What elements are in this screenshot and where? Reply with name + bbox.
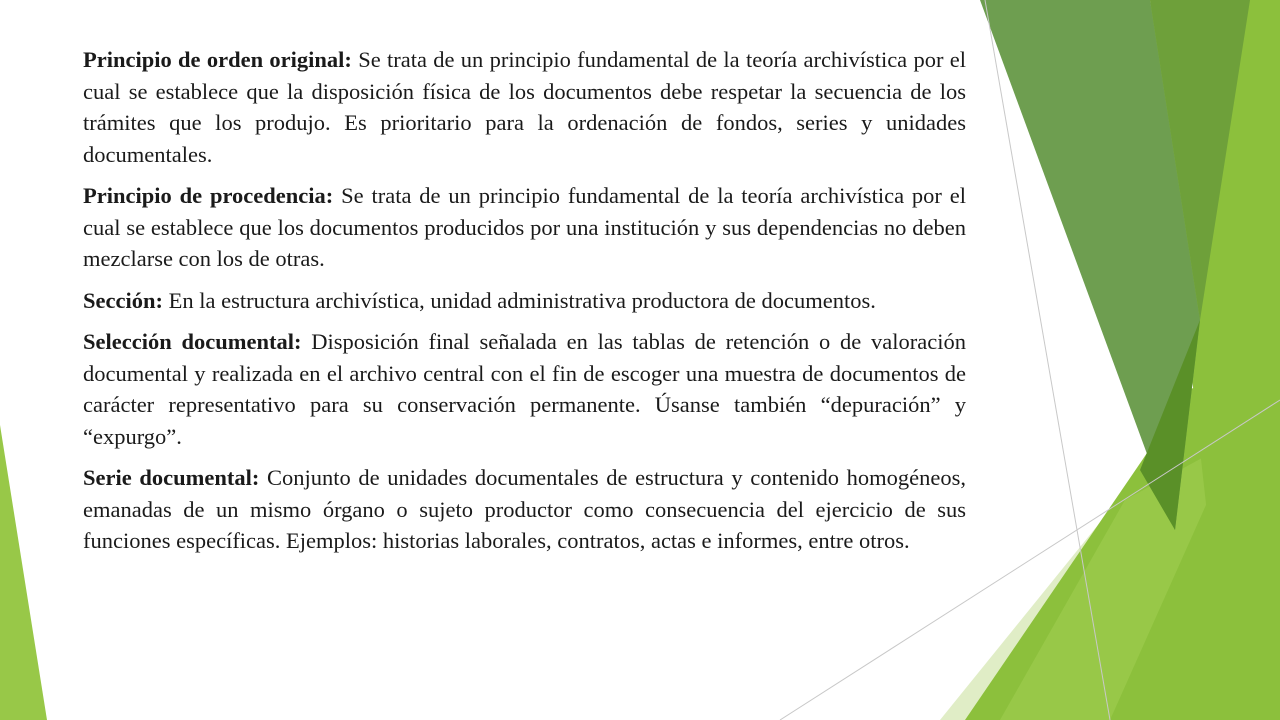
term-label: Selección documental:: [83, 329, 302, 354]
entry-serie-documental: [83, 462, 966, 557]
term-label: Sección:: [83, 287, 163, 313]
term-label: Principio de orden original:: [83, 47, 352, 72]
definition-text: En la estructura archivística, unidad administrativa productora de documentos.: [168, 287, 876, 313]
term-label: Serie documental:: [83, 465, 260, 490]
term-label: Principio de procedencia:: [83, 183, 334, 208]
left-edge-facet: [0, 425, 47, 720]
definition-text: Se trata de un principio fundamental de la teoría archivística por el cual se establece que los documentos producidos por una institución y sus dependencias no deben mezclarse con los de otras.: [83, 183, 966, 271]
definition-text: Conjunto de unidades documentales de estructura y contenido homogéneos, emanadas de un mismo órgano o sujeto productor como consecuencia del ejercicio de sus funciones específicas. Ejemplos: historias laborales, contratos, actas e informes, entre otros.: [83, 465, 967, 553]
glossary-text: [83, 44, 966, 567]
entry-seccion: [83, 285, 966, 317]
entry-principio-procedencia: [83, 180, 966, 275]
definition-text: Se trata de un principio fundamental de la teoría archivística por el cual se establece que la disposición física de los documentos debe respetar la secuencia de los trámites que los produjo. Es prioritario para la ordenación de fondos, series y unidades documentales.: [83, 47, 966, 167]
entry-seleccion-documental: [83, 326, 966, 452]
definition-text: Disposición final señalada en las tablas de retención o de valoración documental y realizada en el archivo central con el fin de escoger una muestra de documentos de carácter representativo para su conservación permanente. Úsanse también “depuración” y “expurgo”.: [83, 329, 966, 449]
entry-principio-orden-original: [83, 44, 966, 170]
